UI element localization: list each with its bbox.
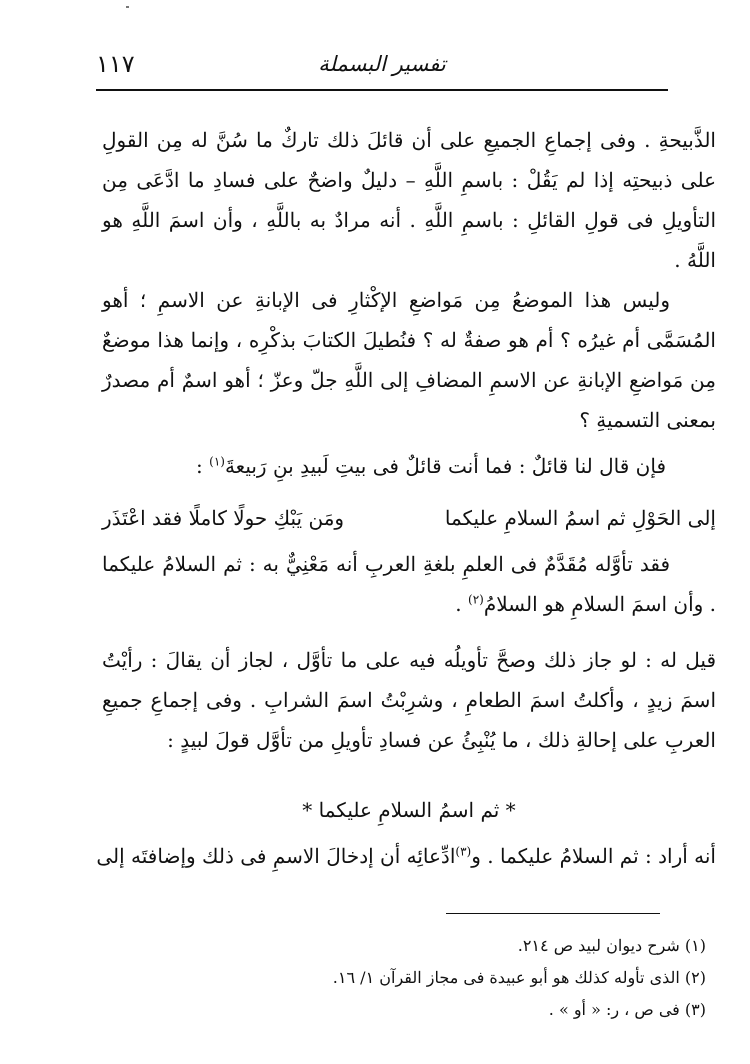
paragraph-5: قيل له : لو جاز ذلك وصحَّ تأويلُه فيه على ما تأوَّل ، لجاز أن يقالَ : رأيْتُ اسمَ زيدٍ ، وأكلتُ اسمَ الطعامِ ، وشرِبْتُ اسمَ الشرابِ . وفى إجماعِ جميعِ العربِ على إحالةِ ذلك ، ما يُنْبِئُ عن فسادِ تأويلِ من تأوَّل قولَ لبيدٍ :: [102, 648, 716, 752]
header-rule: [96, 89, 668, 91]
verse-1-second-hemistich: ومَن يَبْكِ حولًا كاملًا فقد اعْتَذَر: [102, 506, 345, 530]
footnote-3: (٣) فى ص ، ر: « أو » .: [548, 1000, 706, 1019]
footnote-1: (١) شرح ديوان لبيد ص ٢١٤.: [517, 936, 706, 955]
footnote-2: (٢) الذى تأوله كذلك هو أبو عبيدة فى مجاز القرآن ١/ ١٦.: [332, 968, 706, 987]
paragraph-6-start: أنه أراد : ثم السلامُ عليكما . و: [471, 844, 716, 868]
footnote-marker-3: (٣): [455, 844, 472, 859]
paragraph-4-tail: .: [455, 592, 468, 616]
scan-speck: [126, 6, 129, 8]
footnote-marker-1: (١): [209, 454, 225, 469]
page-number: ١١٧: [96, 50, 135, 78]
paragraph-3-tail: :: [196, 454, 210, 478]
paragraph-3-text: فإن قال لنا قائلٌ : فما أنت قائلٌ فى بيتِ لَبيدِ بنِ رَبيعةَ: [224, 454, 666, 478]
footnote-marker-2: (٢): [468, 592, 484, 607]
paragraph-6-end: ادِّعائِه أن إدخالَ الاسمِ فى ذلك وإضافتَه إلى: [96, 844, 456, 868]
paragraph-4: [102, 544, 716, 624]
footnote-separator: [446, 913, 660, 914]
running-header: [96, 46, 668, 86]
running-title: تفسير البسملة: [318, 52, 446, 76]
paragraph-1: الذَّبيحةِ . وفى إجماعِ الجميعِ على أن قائلَ ذلك تاركٌ ما سُنَّ له مِن القولِ على ذبيحتِه إذا لم يَقُلْ : باسمِ اللَّهِ – دليلٌ واضحٌ على فسادِ ما ادَّعَى مِن التأويلِ فى قولِ القائلِ : باسمِ اللَّهِ . أنه مرادٌ به باللَّهِ ، وأن اسمَ اللَّهِ هو اللَّهُ .: [102, 128, 716, 272]
paragraph-4-text: فقد تأوَّله مُقَدَّمٌ فى العلمِ بلغةِ العربِ أنه مَعْنِيٌّ به : ثم السلامُ عليكما . وأن اسمَ السلامِ هو السلامُ: [102, 552, 716, 616]
paragraph-2: وليس هذا الموضعُ مِن مَواضعِ الإكْثارِ فى الإبانةِ عن الاسمِ ؛ أهو المُسَمَّى أم غيرُه ؟ أم هو صفةٌ له ؟ فنُطيلَ الكتابَ بذكْرِه ، وإنما هذا موضعٌ مِن مَواضعِ الإبانةِ عن الاسمِ المضافِ إلى اللَّهِ جلّ وعزّ ؛ أهو اسمٌ أم مصدرٌ بمعنى التسميةِ ؟: [102, 288, 716, 432]
verse-2: * ثم اسمُ السلامِ عليكما *: [302, 798, 516, 822]
paragraph-6: [96, 836, 716, 876]
paragraph-3: [102, 446, 666, 486]
verse-1-first-hemistich: إلى الحَوْلِ ثم اسمُ السلامِ عليكما: [444, 506, 716, 530]
